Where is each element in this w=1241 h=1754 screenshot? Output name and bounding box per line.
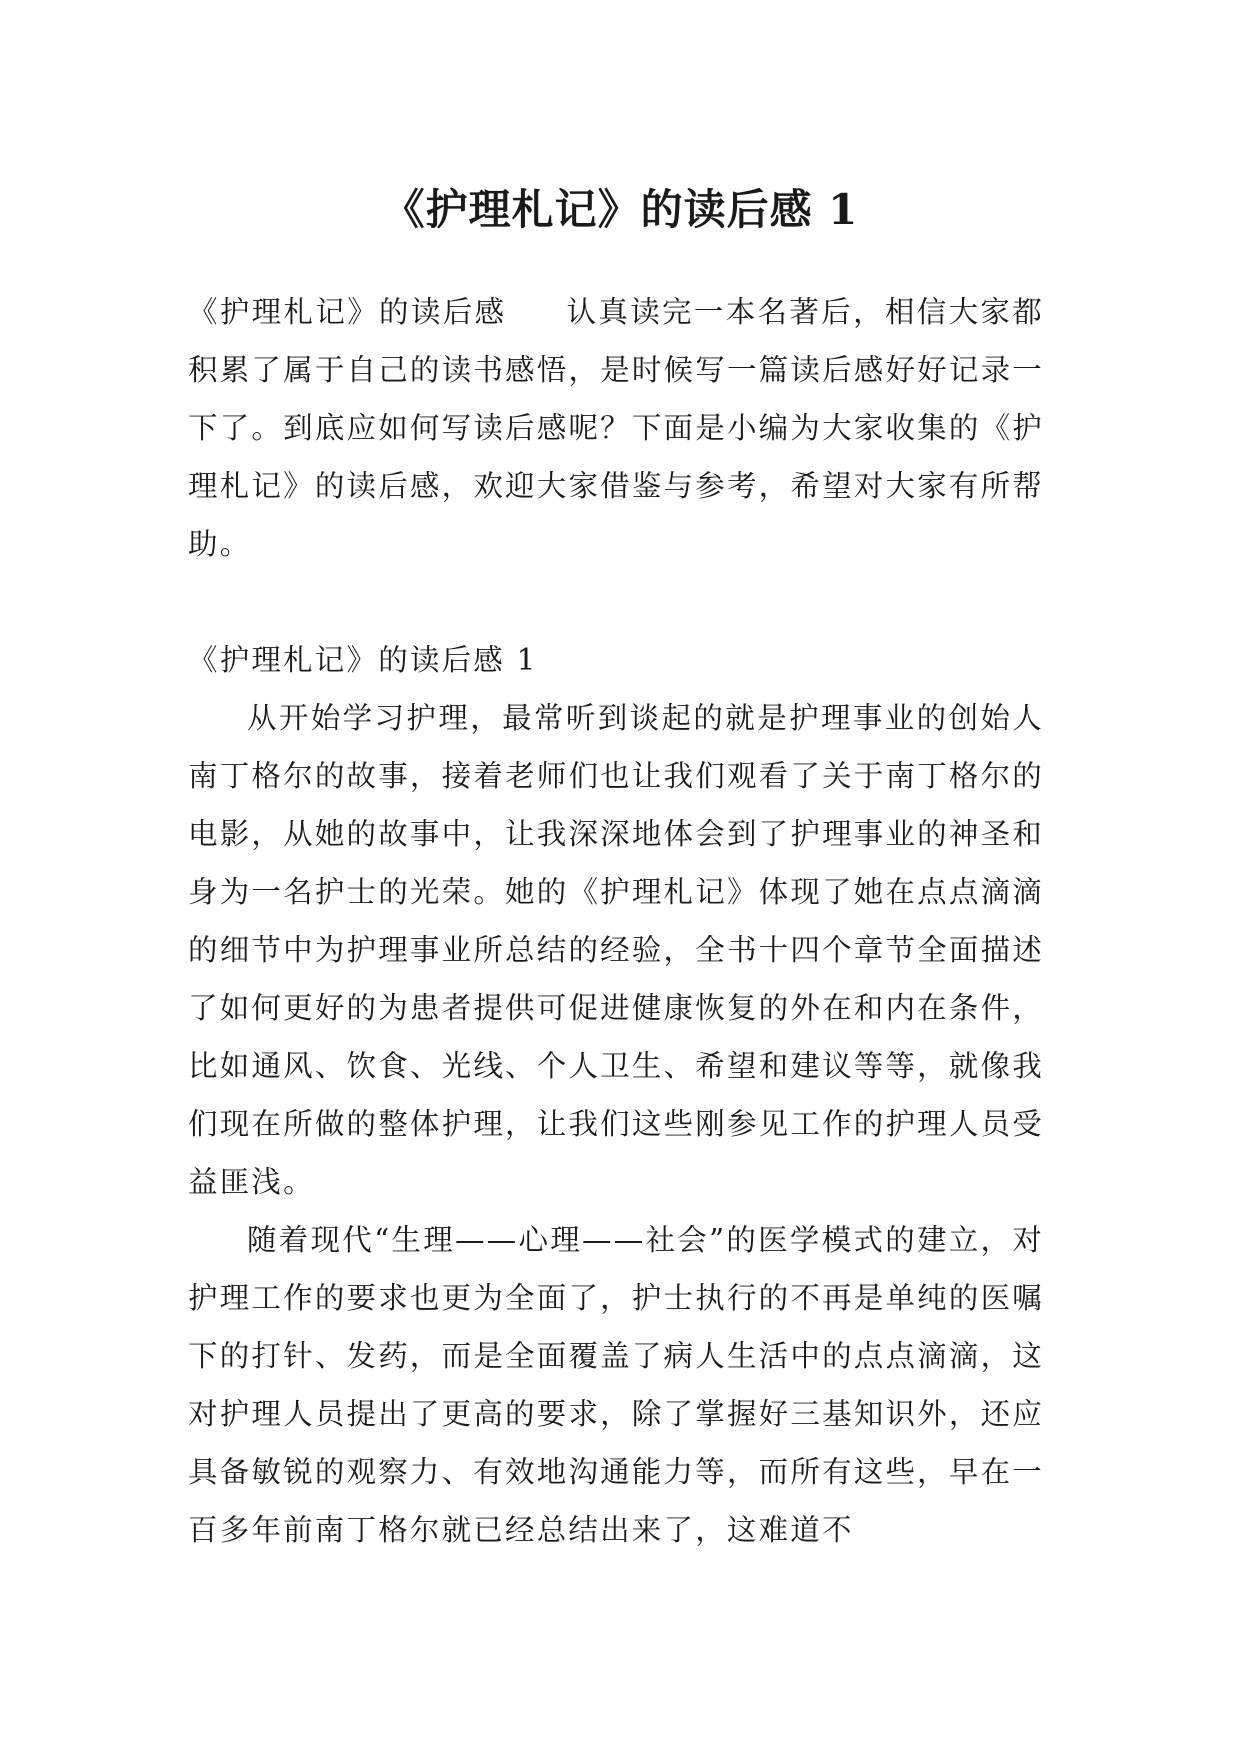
document-body <box>188 283 1044 1559</box>
intro-heading: 《护理札记》的读后感 <box>188 295 507 329</box>
intro-paragraph <box>188 283 1044 573</box>
intro-text: 认真读完一本名著后，相信大家都积累了属于自己的读书感悟，是时候写一篇读后感好好记录一下了。到底应如何写读后感呢？下面是小编为大家收集的《护理札记》的读后感，欢迎大家借鉴与参考，希望对大家有所帮助。 <box>188 295 1044 561</box>
body-paragraph-2: 随着现代“生理——心理——社会”的医学模式的建立，对护理工作的要求也更为全面了，护士执行的不再是单纯的医嘱下的打针、发药，而是全面覆盖了病人生活中的点点滴滴，这对护理人员提出了更高的要求，除了掌握好三基知识外，还应具备敏锐的观察力、有效地沟通能力等，而所有这些，早在一百多年前南丁格尔就已经总结出来了，这难道不 <box>188 1223 1044 1547</box>
section-heading: 《护理札记》的读后感 1 <box>188 643 538 677</box>
document-title: 《护理札记》的读后感 1 <box>382 185 859 235</box>
body-paragraph-1: 从开始学习护理，最常听到谈起的就是护理事业的创始人南丁格尔的故事，接着老师们也让我们观看了关于南丁格尔的电影，从她的故事中，让我深深地体会到了护理事业的神圣和身为一名护士的光荣。她的《护理札记》体现了她在点点滴滴的细节中为护理事业所总结的经验，全书十四个章节全面描述了如何更好的为患者提供可促进健康恢复的外在和内在条件，比如通风、饮食、光线、个人卫生、希望和建议等等，就像我们现在所做的整体护理，让我们这些刚参见工作的护理人员受益匪浅。 <box>188 701 1044 1199</box>
